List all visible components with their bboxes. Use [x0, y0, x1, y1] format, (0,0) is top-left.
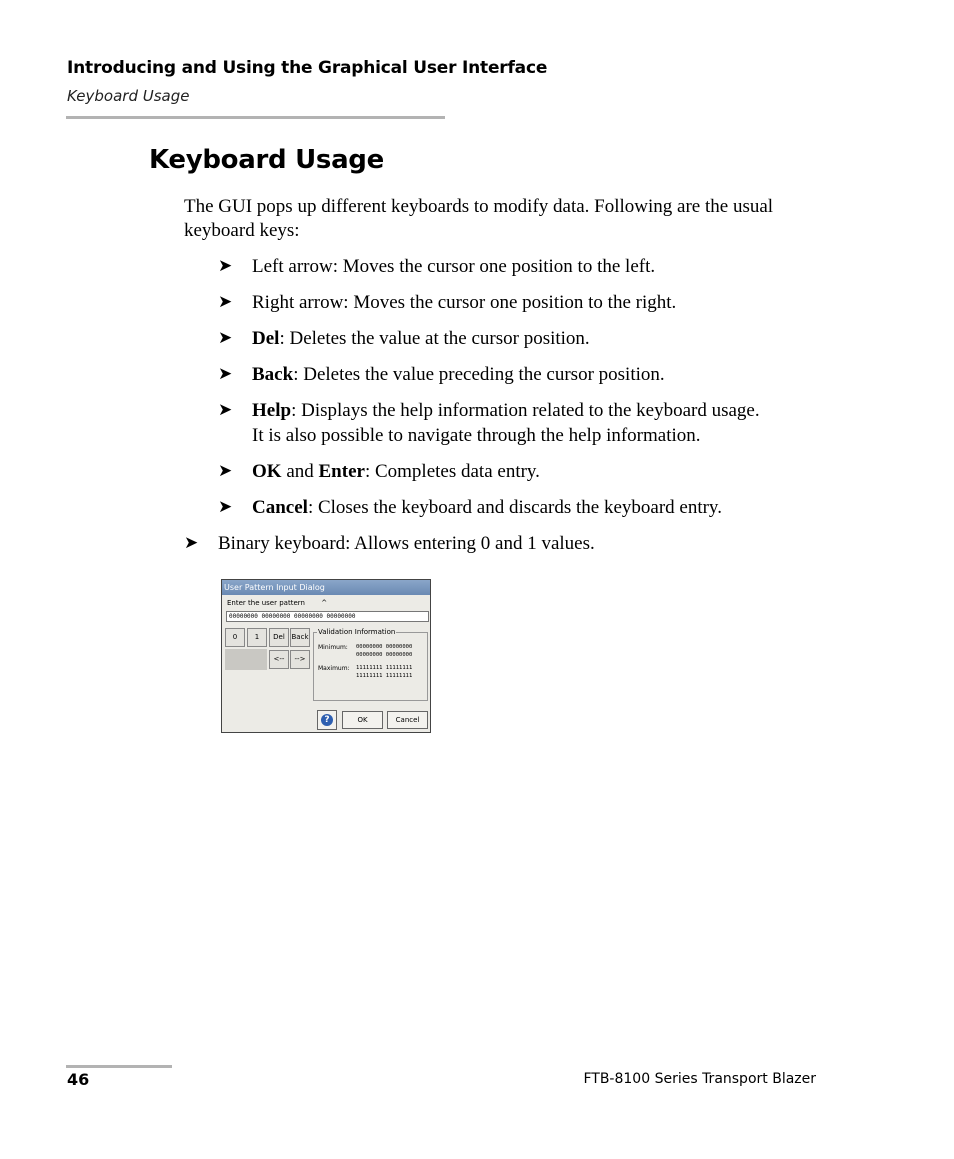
- key-0-button[interactable]: 0: [225, 628, 245, 647]
- item-term: Del: [252, 328, 280, 349]
- item-text: Left arrow: Moves the cursor one position to the left.: [252, 256, 656, 277]
- key-left-arrow-button[interactable]: <--: [269, 650, 289, 669]
- validation-legend: Validation Information: [318, 628, 396, 636]
- dialog-prompt: [227, 599, 327, 607]
- item-term-2: Enter: [318, 461, 365, 482]
- maximum-value-2: 11111111 11111111: [356, 673, 413, 679]
- item-text: : Closes the keyboard and discards the keyboard entry.: [307, 497, 722, 518]
- key-back-button[interactable]: Back: [290, 628, 310, 647]
- list-item: [218, 459, 540, 484]
- list-item: [218, 398, 832, 448]
- running-header-section: Keyboard Usage: [67, 87, 190, 105]
- minimum-value-1: 00000000 00000000: [356, 644, 413, 650]
- list-item: [218, 362, 665, 387]
- help-icon: ?: [321, 714, 333, 726]
- item-term: Cancel: [252, 497, 308, 518]
- bullet-arrow-icon: ➤: [218, 364, 233, 384]
- maximum-value-1: 11111111 11111111: [356, 665, 413, 671]
- prompt-marker: ^: [321, 599, 328, 607]
- section-title: Keyboard Usage: [149, 145, 384, 175]
- pattern-input[interactable]: 00000000 00000000 00000000 00000000: [226, 611, 429, 622]
- bullet-arrow-icon: ➤: [218, 461, 233, 481]
- dialog-titlebar: User Pattern Input Dialog: [222, 580, 430, 595]
- validation-group: [313, 628, 428, 701]
- bullet-arrow-icon: ➤: [184, 533, 199, 553]
- item-text-continued: It is also possible to navigate through the help information.: [252, 425, 701, 446]
- item-text-mid: and: [281, 461, 319, 482]
- item-text: : Displays the help information related to the keyboard usage.: [291, 400, 760, 421]
- bullet-arrow-icon: ➤: [218, 292, 233, 312]
- key-1-button[interactable]: 1: [247, 628, 267, 647]
- list-item-binary-keyboard: [184, 531, 595, 556]
- bullet-arrow-icon: ➤: [218, 328, 233, 348]
- item-text: Right arrow: Moves the cursor one position to the right.: [252, 292, 677, 313]
- list-item: [218, 254, 656, 279]
- item-text: : Completes data entry.: [364, 461, 540, 482]
- item-term: Help: [252, 400, 292, 421]
- intro-paragraph: The GUI pops up different keyboards to modify data. Following are the usual keyboard keys:: [184, 196, 774, 241]
- list-item: [218, 326, 590, 351]
- bullet-arrow-icon: ➤: [218, 497, 233, 517]
- page-number: 46: [67, 1070, 90, 1089]
- user-pattern-dialog: [221, 579, 431, 733]
- item-text: Binary keyboard: Allows entering 0 and 1 values.: [218, 533, 595, 554]
- key-right-arrow-button[interactable]: -->: [290, 650, 310, 669]
- item-term: OK: [252, 461, 282, 482]
- key-del-button[interactable]: Del: [269, 628, 289, 647]
- cancel-button[interactable]: Cancel: [387, 711, 428, 729]
- item-text: : Deletes the value preceding the cursor position.: [293, 364, 665, 385]
- minimum-value-2: 00000000 00000000: [356, 652, 413, 658]
- bullet-arrow-icon: ➤: [218, 400, 233, 420]
- running-header-title: Introducing and Using the Graphical User Interface: [67, 58, 548, 78]
- ok-button[interactable]: OK: [342, 711, 383, 729]
- item-term: Back: [252, 364, 294, 385]
- keypad-filler: [225, 649, 267, 670]
- minimum-label: Minimum:: [318, 644, 348, 651]
- help-button[interactable]: [317, 710, 337, 730]
- prompt-text: Enter the user pattern: [227, 599, 305, 607]
- list-item: [218, 290, 677, 315]
- bullet-arrow-icon: ➤: [218, 256, 233, 276]
- maximum-label: Maximum:: [318, 665, 350, 672]
- item-text: : Deletes the value at the cursor position.: [279, 328, 590, 349]
- header-rule: [66, 116, 445, 119]
- product-name: FTB-8100 Series Transport Blazer: [583, 1071, 816, 1087]
- footer-rule: [66, 1065, 172, 1068]
- list-item: [218, 495, 722, 520]
